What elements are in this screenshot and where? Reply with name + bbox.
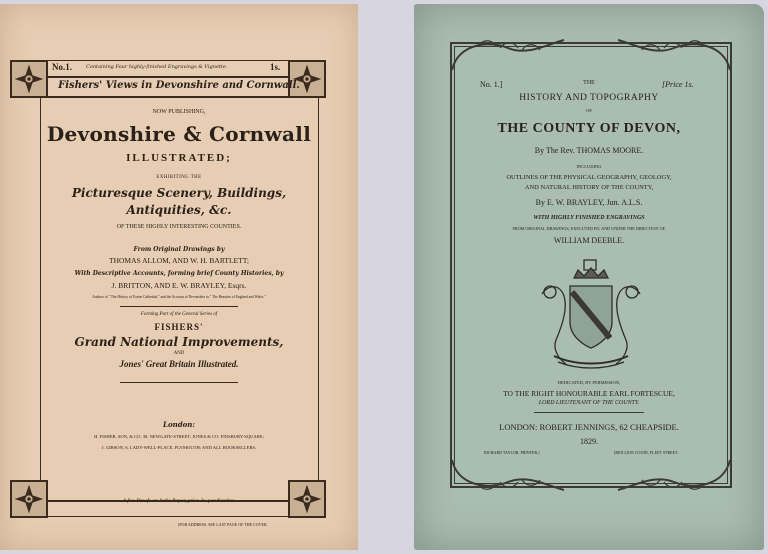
author-line: By The Rev. THOMAS MOORE. xyxy=(534,146,644,155)
accounts-line: With Descriptive Accounts, forming brief County Histories, by xyxy=(74,270,284,277)
price: 1s. xyxy=(270,62,281,72)
and-label: AND xyxy=(173,351,185,356)
section-divider xyxy=(120,382,238,383)
coat-of-arms-icon xyxy=(536,256,646,374)
now-publishing: NOW PUBLISHING, xyxy=(152,109,206,115)
series-title: Fishers' Views in Devonshire and Cornwall. xyxy=(58,80,300,91)
footer-rule xyxy=(48,516,288,517)
of-label: OF xyxy=(586,108,592,113)
year: 1829. xyxy=(580,437,598,446)
publishers-line-2: J. GIBSON, 6, LADY-WELL-PLACE, PLYMOUTH; AND ALL BOOKSELLERS. xyxy=(101,445,257,450)
corner-ornament-icon xyxy=(288,60,326,98)
printer-line: RICHARD TAYLOR, PRINTER.] xyxy=(484,450,540,455)
drawings-note: FROM ORIGINAL DRAWINGS, EXECUTED BY, AND UNDER THE DIRECTION OF, xyxy=(512,226,666,231)
corner-ornament-icon xyxy=(10,60,48,98)
top-rule xyxy=(48,60,288,61)
main-title: Devonshire & Cornwall xyxy=(46,122,312,146)
lord-line: LORD LIEUTENANT OF THE COUNTY. xyxy=(538,400,640,406)
outlines-line-2: AND NATURAL HISTORY OF THE COUNTY, xyxy=(524,184,654,191)
section-divider xyxy=(534,412,644,413)
exhibiting-label: EXHIBITING THE xyxy=(156,175,202,180)
right-cover-page xyxy=(414,4,764,550)
earl-line: TO THE RIGHT HONOURABLE EARL FORTESCUE, xyxy=(503,389,675,398)
the-label: THE xyxy=(583,80,595,86)
issue-number: No. 1.] xyxy=(480,80,503,89)
counties-line: OF THESE HIGHLY INTERESTING COUNTIES. xyxy=(116,224,242,230)
picturesque-line-1: Picturesque Scenery, Buildings, xyxy=(71,186,287,200)
forming-part-label: Forming Part of the General Series of xyxy=(140,312,218,317)
top-right-scroll-ornament-icon xyxy=(614,34,734,74)
bottom-left-scroll-ornament-icon xyxy=(448,456,568,496)
price: [Price 1s. xyxy=(662,80,694,89)
dedicated-label: DEDICATED, BY PERMISSION, xyxy=(557,380,621,385)
top-left-scroll-ornament-icon xyxy=(448,34,568,74)
from-drawings-label: From Original Drawings by xyxy=(133,246,225,253)
deeble-line: WILLIAM DEEBLE. xyxy=(553,236,625,245)
including-label: INCLUDING xyxy=(576,164,602,169)
jones-title: Jones' Great Britain Illustrated. xyxy=(119,359,239,369)
header-rule xyxy=(48,76,288,78)
london-label: London: xyxy=(163,420,195,429)
artists-line: THOMAS ALLOM, AND W. H. BARTLETT; xyxy=(109,256,249,265)
bottom-right-scroll-ornament-icon xyxy=(614,456,734,496)
outlines-line-1: OUTLINES OF THE PHYSICAL GEOGRAPHY, GEOLOGY, xyxy=(506,174,672,181)
address-note: [FOR ADDRESS, SEE LAST PAGE OF THE COVER. xyxy=(178,522,268,527)
engravings-line: WITH HIGHLY FINISHED ENGRAVINGS xyxy=(533,215,645,221)
left-cover-page xyxy=(0,4,358,550)
proofs-note: A few Proofs on India Paper, price 2s. per Number. xyxy=(122,498,236,504)
publisher-line: LONDON: ROBERT JENNINGS, 62 CHEAPSIDE. xyxy=(499,422,679,432)
publishers-line-1: H. FISHER, SON, & CO. 38, NEWGATE-STREET; JONES & CO. FINSBURY-SQUARE; xyxy=(94,434,264,439)
county-title: THE COUNTY OF DEVON, xyxy=(497,121,681,136)
header-rule xyxy=(48,96,288,98)
picturesque-line-2: Antiquities, &c. xyxy=(126,203,232,217)
containing-note: Containing Four highly-finished Engravings & Vignette. xyxy=(86,64,228,70)
illustrated-heading: ILLUSTRATED; xyxy=(126,152,232,164)
issue-number: No.1. xyxy=(52,62,72,72)
brayley-line: By E. W. BRAYLEY, Jun. A.L.S. xyxy=(535,198,643,207)
section-divider xyxy=(120,306,238,307)
fishers-label: FISHERS' xyxy=(154,322,204,332)
authors-line: J. BRITTON, AND E. W. BRAYLEY, Esqrs. xyxy=(111,281,247,290)
authors-note: Authors of " The History of Exeter Cathedral," and the Account of Devonshire in " The Beauties of England and Wales." xyxy=(92,295,266,299)
printer-address-line: [RED LION COURT, FLEET STREET. xyxy=(614,450,679,455)
history-heading: HISTORY AND TOPOGRAPHY xyxy=(519,93,659,103)
grand-national-title: Grand National Improvements, xyxy=(74,335,284,349)
